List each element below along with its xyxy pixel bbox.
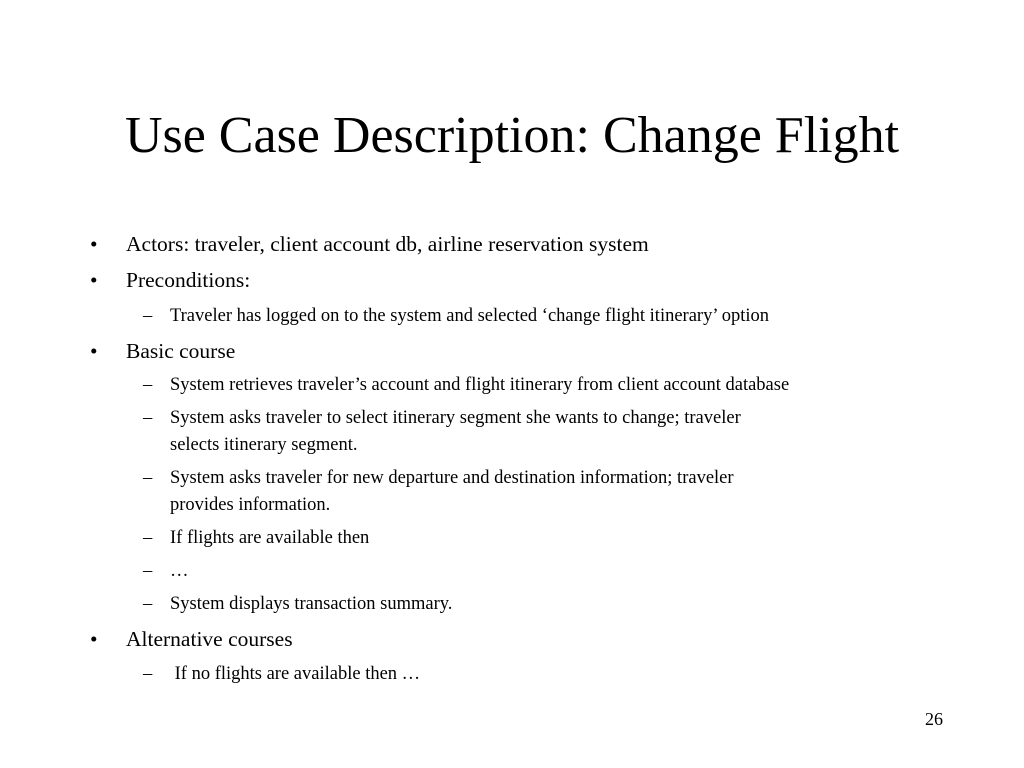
bullet-text: Actors: traveler, client account db, airline reservation system: [126, 232, 649, 256]
sub-item-text: Traveler has logged on to the system and selected ‘change flight itinerary’ option: [170, 306, 770, 326]
dash-marker: –: [143, 306, 153, 326]
page-number: 26: [925, 709, 943, 729]
dash-marker: –: [143, 528, 153, 548]
sub-item-text: System retrieves traveler’s account and flight itinerary from client account database: [170, 375, 790, 395]
dash-marker: –: [143, 408, 153, 428]
sub-item-text: If no flights are available then …: [170, 664, 421, 684]
sub-item-text-line-2: selects itinerary segment.: [170, 435, 358, 455]
sub-item-text-line-1: System asks traveler to select itinerary segment she wants to change; traveler: [170, 408, 741, 428]
bullet-marker: •: [90, 627, 98, 651]
dash-marker: –: [143, 468, 153, 488]
bullet-marker: •: [90, 268, 98, 292]
dash-marker: –: [143, 375, 153, 395]
bullet-marker: •: [90, 232, 98, 256]
sub-item-text: …: [170, 561, 189, 581]
sub-item-text: System displays transaction summary.: [170, 594, 453, 614]
bullet-text: Preconditions:: [126, 268, 251, 292]
bullet-text: Alternative courses: [126, 627, 293, 651]
bullet-marker: •: [90, 339, 98, 363]
bullet-text: Basic course: [126, 339, 236, 363]
sub-item-text-line-1: System asks traveler for new departure and destination information; traveler: [170, 468, 734, 488]
sub-item-text-line-2: provides information.: [170, 495, 331, 515]
dash-marker: –: [143, 561, 153, 581]
dash-marker: –: [143, 664, 153, 684]
sub-item-text: If flights are available then: [170, 528, 370, 548]
dash-marker: –: [143, 594, 153, 614]
slide-title: Use Case Description: Change Flight: [124, 107, 900, 164]
